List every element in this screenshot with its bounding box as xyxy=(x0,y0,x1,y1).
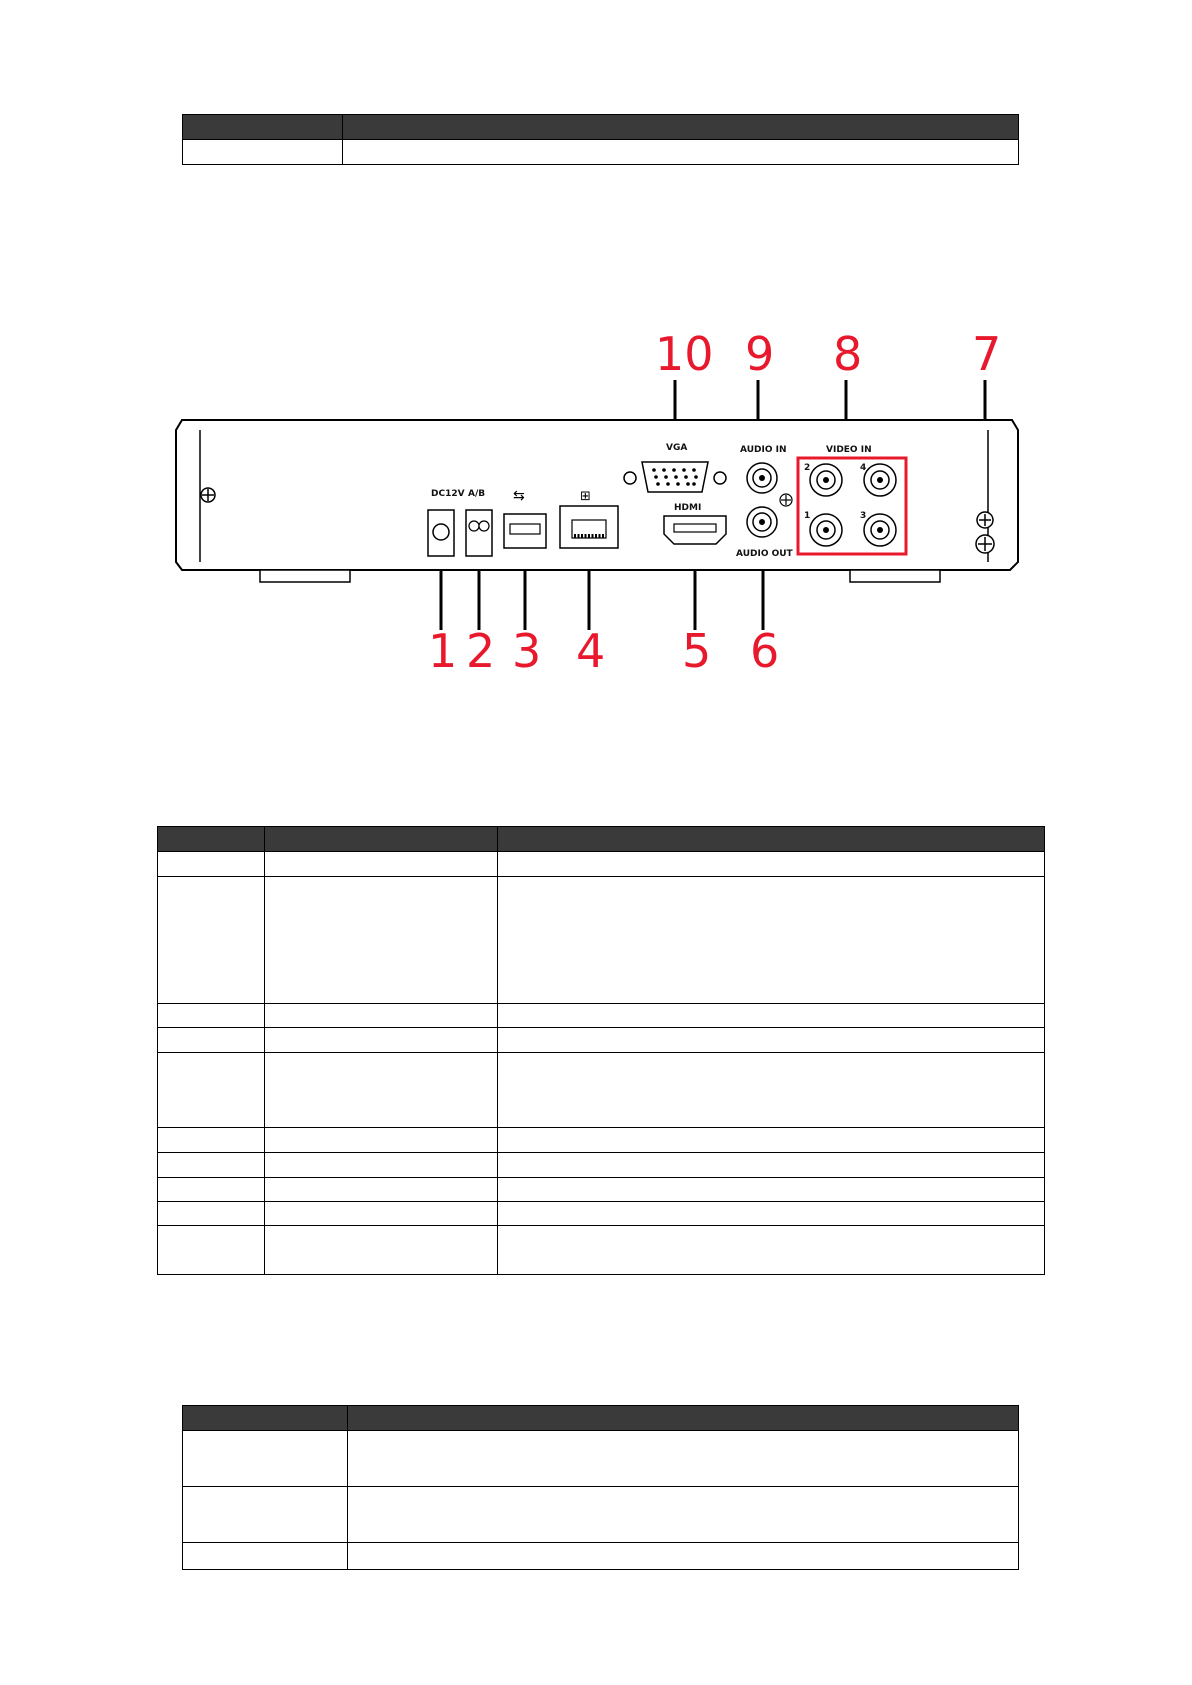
table-header-row xyxy=(158,827,1045,852)
vga-label: VGA xyxy=(666,443,688,453)
table-cell xyxy=(158,1153,265,1178)
table-cell xyxy=(158,1202,265,1226)
network-icon: ⊞ xyxy=(580,488,591,503)
table-row xyxy=(183,140,1019,165)
table-cell xyxy=(265,1004,498,1028)
hdmi-label: HDMI xyxy=(674,503,702,513)
video-in-4-label: 4 xyxy=(860,463,867,473)
table-bottom xyxy=(182,1405,1019,1570)
table-cell xyxy=(183,140,343,165)
video-in-3-label: 3 xyxy=(860,511,867,521)
table-row xyxy=(158,1178,1045,1202)
table-cell xyxy=(498,1053,1045,1128)
table-header-row xyxy=(183,1406,1019,1431)
table-row xyxy=(158,877,1045,1004)
video-in-3-port xyxy=(864,514,896,546)
callout-6: 6 xyxy=(750,624,780,670)
table-cell xyxy=(265,1053,498,1128)
table-header-row xyxy=(183,115,1019,140)
table-row xyxy=(158,1004,1045,1028)
table-cell xyxy=(265,1028,498,1053)
table-cell xyxy=(158,1028,265,1053)
table-cell xyxy=(265,1226,498,1275)
screw-icon xyxy=(201,488,215,502)
ab-label: A/B xyxy=(468,489,486,499)
header-cell xyxy=(265,827,498,852)
table-cell xyxy=(498,1028,1045,1053)
table-cell xyxy=(498,1153,1045,1178)
table-cell xyxy=(265,1128,498,1153)
table-row xyxy=(158,1028,1045,1053)
table-row xyxy=(183,1543,1019,1570)
table-cell xyxy=(265,1202,498,1226)
table-cell xyxy=(158,1053,265,1128)
table-cell xyxy=(498,877,1045,1004)
dc-label: DC12V xyxy=(431,489,465,499)
table-cell xyxy=(158,877,265,1004)
table-ports xyxy=(157,826,1045,1275)
chassis xyxy=(176,420,1018,582)
video-in-1-label: 1 xyxy=(804,511,811,521)
audio-out-label: AUDIO OUT xyxy=(736,549,793,559)
table-cell xyxy=(158,1178,265,1202)
callout-9: 9 xyxy=(745,330,775,381)
table-cell xyxy=(265,877,498,1004)
table-cell xyxy=(158,1004,265,1028)
table-cell xyxy=(348,1487,1019,1543)
table-cell xyxy=(158,1226,265,1275)
table-cell xyxy=(343,140,1019,165)
table-row xyxy=(158,1226,1045,1275)
table-cell xyxy=(183,1543,348,1570)
header-cell xyxy=(343,115,1019,140)
table-cell xyxy=(348,1543,1019,1570)
table-cell xyxy=(183,1487,348,1543)
table-cell xyxy=(498,1004,1045,1028)
table-cell xyxy=(498,1202,1045,1226)
callout-5: 5 xyxy=(682,624,712,670)
video-in-2-label: 2 xyxy=(804,463,811,473)
video-in-label: VIDEO IN xyxy=(826,445,872,455)
table-cell xyxy=(158,852,265,877)
header-cell xyxy=(348,1406,1019,1431)
table-cell xyxy=(348,1431,1019,1487)
callout-3: 3 xyxy=(512,624,542,670)
table-row xyxy=(158,852,1045,877)
table-cell xyxy=(265,1153,498,1178)
table-cell xyxy=(183,1431,348,1487)
table-cell xyxy=(265,1178,498,1202)
video-in-2-port xyxy=(810,464,842,496)
rear-panel-figure xyxy=(170,330,1030,670)
table-row xyxy=(158,1053,1045,1128)
table-cell xyxy=(265,852,498,877)
header-cell xyxy=(183,115,343,140)
table-row xyxy=(158,1128,1045,1153)
audio-in-label: AUDIO IN xyxy=(740,445,787,455)
video-in-4-port xyxy=(864,464,896,496)
table-cell xyxy=(498,852,1045,877)
usb-icon: ⇆ xyxy=(513,487,525,503)
table-top xyxy=(182,114,1019,165)
table-cell xyxy=(498,1178,1045,1202)
callout-1: 1 xyxy=(428,624,458,670)
table-row xyxy=(158,1153,1045,1178)
header-cell xyxy=(183,1406,348,1431)
callout-10: 10 xyxy=(655,330,714,381)
table-cell xyxy=(498,1128,1045,1153)
video-in-1-port xyxy=(810,514,842,546)
table-row xyxy=(158,1202,1045,1226)
callout-7: 7 xyxy=(972,330,1002,381)
table-cell xyxy=(158,1128,265,1153)
table-cell xyxy=(498,1226,1045,1275)
table-row xyxy=(183,1487,1019,1543)
callout-2: 2 xyxy=(466,624,496,670)
header-cell xyxy=(498,827,1045,852)
callout-4: 4 xyxy=(576,624,606,670)
header-cell xyxy=(158,827,265,852)
callout-8: 8 xyxy=(833,330,863,381)
table-row xyxy=(183,1431,1019,1487)
